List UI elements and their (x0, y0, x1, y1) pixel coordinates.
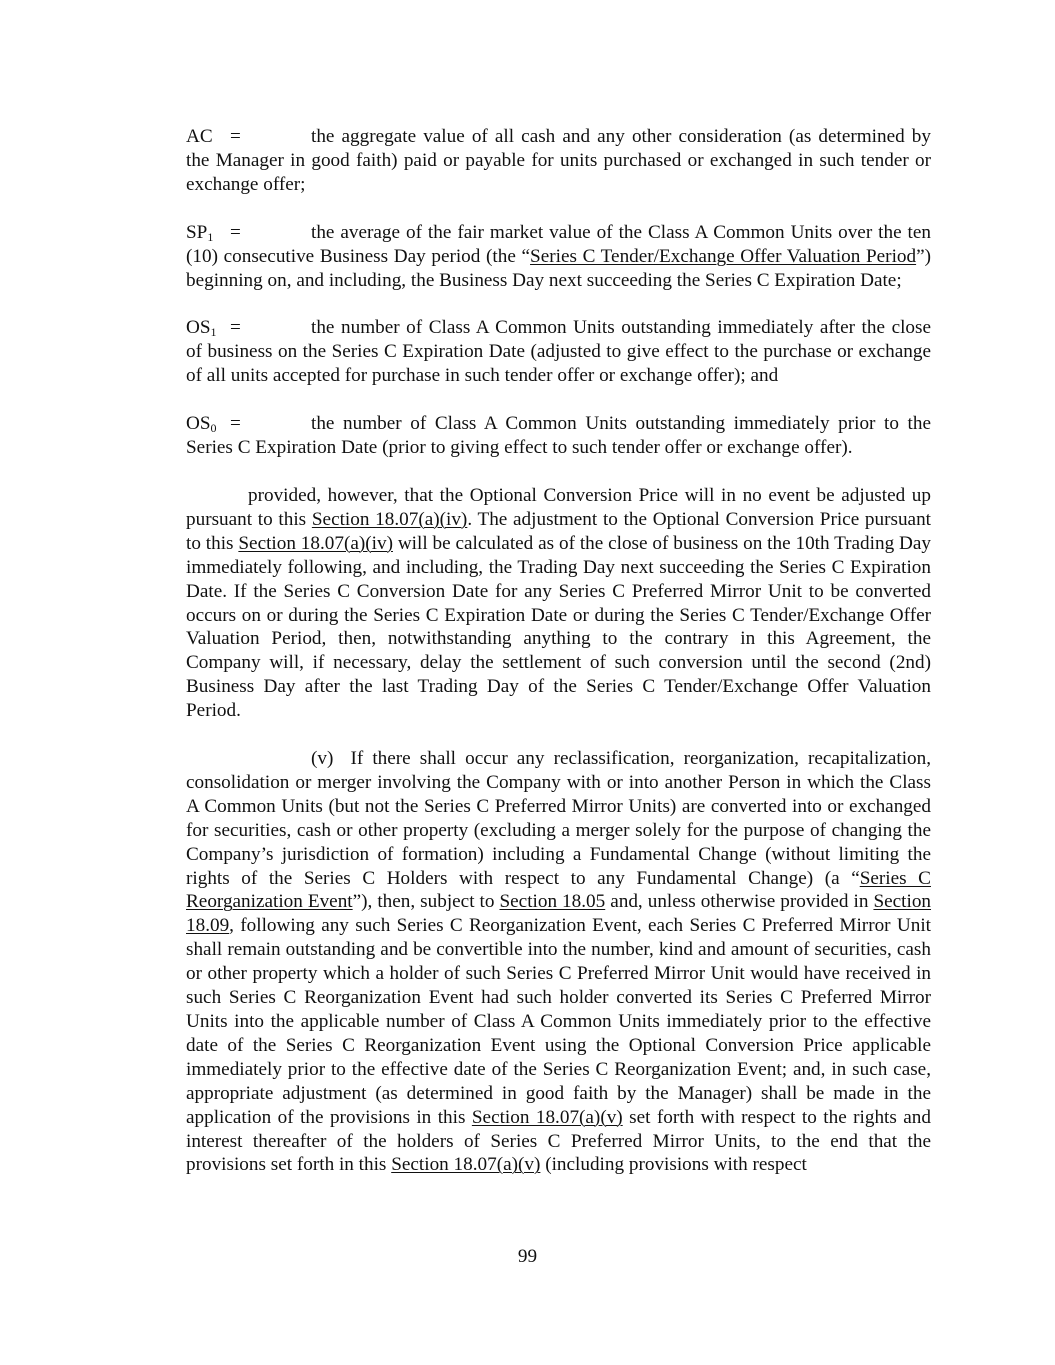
symbol-text: OS (186, 317, 211, 339)
clause-label: (v) (311, 748, 334, 770)
page-body (186, 125, 931, 1201)
definition-text: the aggregate value of all cash and any other consideration (as determined by the Manager in good faith) paid or payable for units purchased or exchanged in such tender or exchange offer; (186, 126, 931, 195)
definition-os0 (186, 412, 931, 460)
paragraph-text: and, unless otherwise provided in (605, 891, 874, 913)
symbol-text: SP (186, 221, 208, 243)
equals-sign: = (230, 221, 241, 243)
clause-v-paragraph (186, 747, 931, 1177)
section-reference: Section 18.07(a)(iv) (311, 508, 468, 530)
paragraph-text: (including provisions with respect (540, 1154, 807, 1176)
definition-text: the average of the fair market value of the Class A Common Units over the ten (10) consecutive Business Day period (the “ (186, 221, 931, 267)
proviso-paragraph (186, 484, 931, 723)
symbol-text: AC (186, 126, 213, 147)
definition-os1 (186, 316, 931, 388)
paragraph-text: If there shall occur any reclassification, reorganization, recapitalization, consolidation or merger involving the Company with or into another Person in which the Class A Common Units (but not the Series C Preferred Mirror Units) are converted into or exchanged for securities, cash or other property (excluding a merger solely for the purpose of changing the Company’s jurisdiction of formation) including a Fundamental Change (without limiting the rights of the Series C Holders with respect to any Fundamental Change) (a “ (186, 748, 932, 889)
symbol-subscript: 0 (210, 421, 217, 436)
equals-sign: = (230, 317, 241, 339)
paragraph-text: will be calculated as of the close of business on the 10th Trading Day immediately following, and including, the Trading Day next succeeding the Series C Expiration Date. If the Series C Conversion Date for any Series C Preferred Mirror Unit to be converted occurs on or during the Series C Expiration Date or during the Series C Tender/Exchange Offer Valuation Period, then, notwithstanding anything to the contrary in this Agreement, the Company will, if necessary, delay the settlement of such conversion until the second (2nd) Business Day after the last Trading Day of the Series C Tender/Exchange Offer Valuation Period. (186, 532, 931, 722)
definition-symbol (186, 221, 230, 245)
section-reference: Section 18.07(a)(iv) (238, 532, 393, 554)
symbol-text: OS (186, 413, 211, 435)
defined-term: Series C Reorganization Event (186, 867, 931, 913)
defined-term: Series C Tender/Exchange Offer Valuation Period (530, 245, 917, 267)
definition-ac (186, 125, 931, 197)
paragraph-text: set forth with respect to the rights and interest thereafter of the holders of Series C Preferred Mirror Units, to the end that the provisions set forth in this (186, 1106, 931, 1176)
definition-sp1 (186, 221, 931, 293)
page-number: 99 (517, 1246, 538, 1267)
symbol-subscript: 1 (210, 325, 217, 340)
section-reference: Section 18.05 (499, 891, 606, 913)
paragraph-text: ”), then, subject to (352, 891, 500, 913)
definition-symbol (186, 316, 230, 340)
section-reference: Section 18.09 (186, 891, 932, 937)
section-reference: Section 18.07(a)(v) (391, 1154, 541, 1176)
definition-text-continued: ”) beginning on, and including, the Business Day next succeeding the Series C Expiration Date; (186, 245, 931, 291)
definition-text: the number of Class A Common Units outstanding immediately after the close of business on the Series C Expiration Date (adjusted to give effect to the purchase or exchange of all units accepted for purchase in such tender offer or exchange offer); and (186, 317, 931, 387)
symbol-subscript: 1 (207, 229, 214, 244)
paragraph-text: provided, however, that the Optional Conversion Price will in no event be adjusted up pursuant to this (186, 484, 931, 530)
definition-symbol (186, 412, 230, 436)
definition-text: the number of Class A Common Units outstanding immediately prior to the Series C Expiration Date (prior to giving effect to such tender offer or exchange offer). (186, 413, 931, 459)
paragraph-text: , following any such Series C Reorganization Event, each Series C Preferred Mirror Unit shall remain outstanding and be convertible into the number, kind and amount of securities, cash or other property which a holder of such Series C Preferred Mirror Unit would have received in such Series C Reorganization Event had such holder converted its Series C Preferred Mirror Units into the applicable number of Class A Common Units immediately prior to the effective date of the Series C Reorganization Event using the Optional Conversion Price applicable immediately prior to the effective date of the Series C Reorganization Event; and, in such case, appropriate adjustment (as determined in good faith by the Manager) shall be made in the application of the provisions in this (186, 915, 931, 1128)
paragraph-text: . The adjustment to the Optional Conversion Price pursuant to this (186, 508, 932, 554)
section-reference: Section 18.07(a)(v) (471, 1106, 623, 1128)
equals-sign: = (230, 126, 241, 147)
equals-sign: = (230, 413, 241, 435)
definition-symbol (186, 125, 230, 149)
